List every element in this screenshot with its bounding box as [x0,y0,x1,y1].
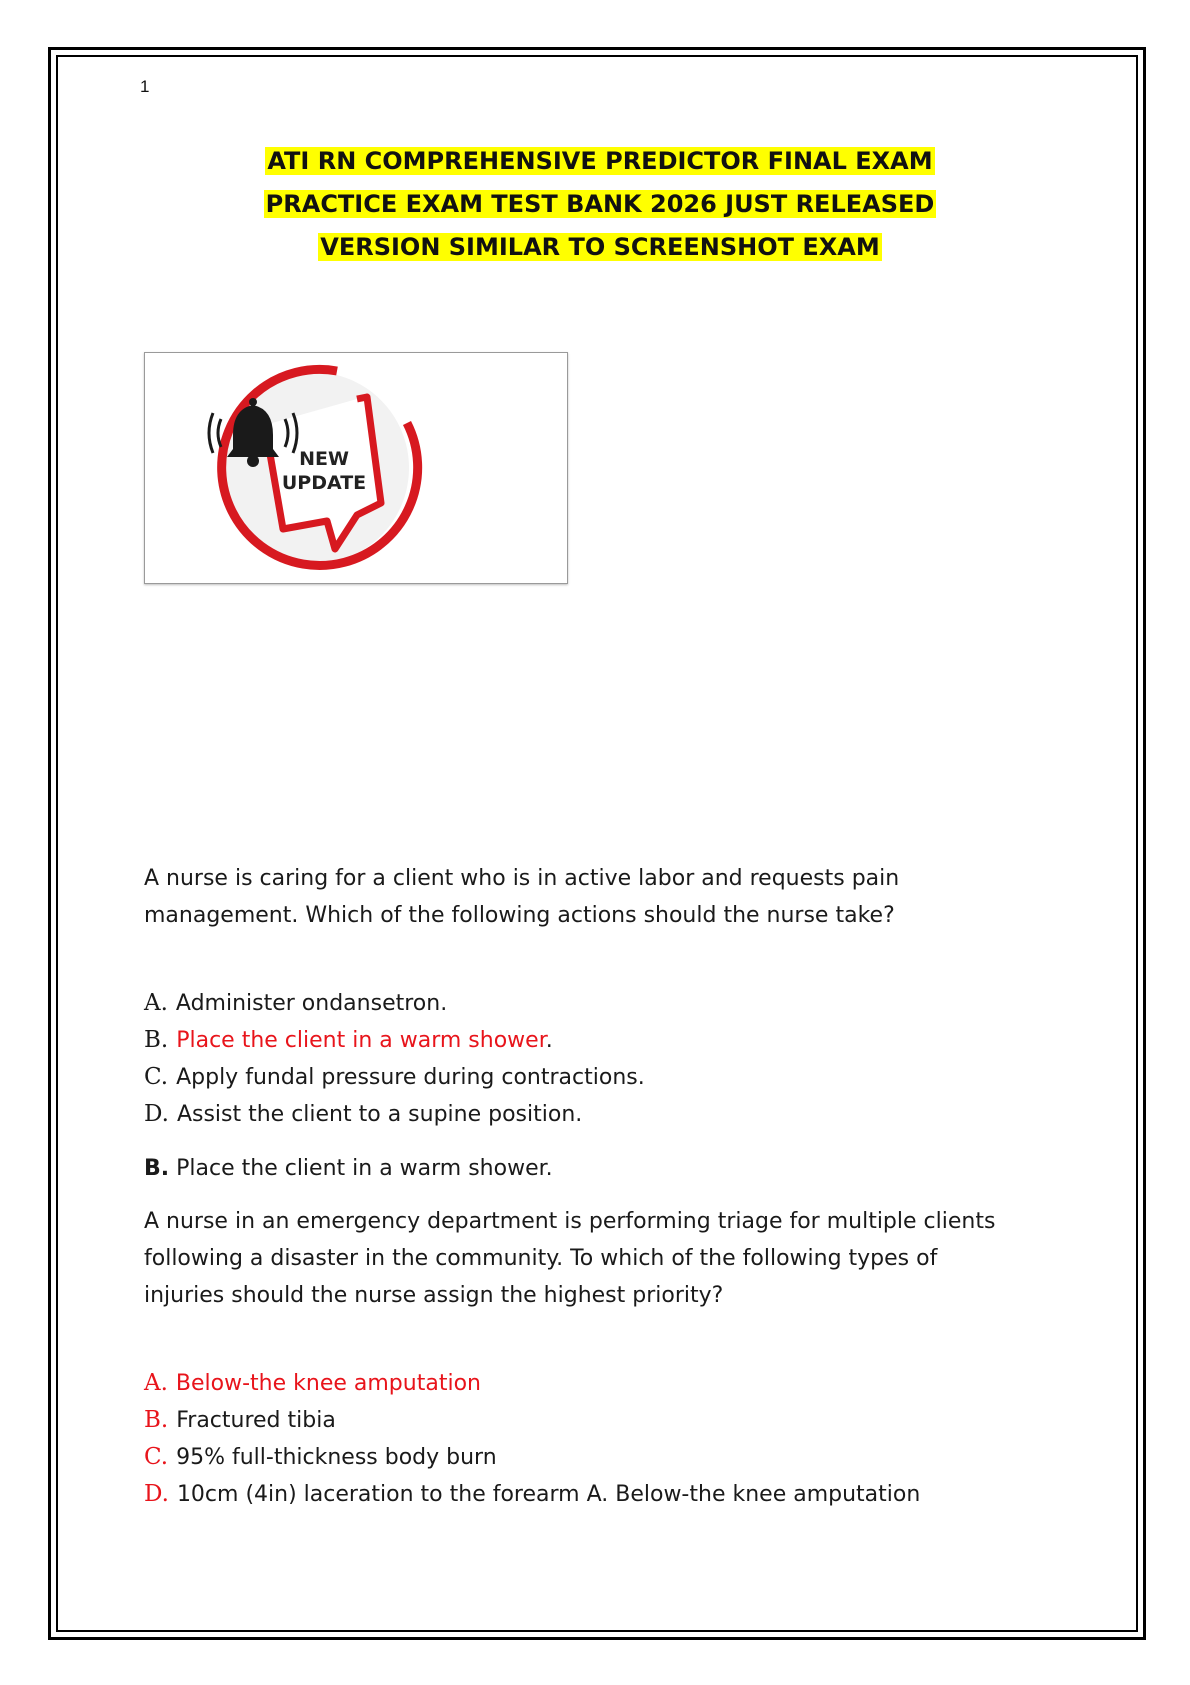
question-1-stem-line-1: A nurse is caring for a client who is in active labor and requests pain [144,866,900,891]
option-trailing-period: . [545,1028,553,1053]
question-2-stem-line-3: injuries should the nurse assign the highest priority? [144,1283,724,1308]
badge-line-2: UPDATE [281,472,367,494]
question-2-stem-line-1: A nurse in an emergency department is performing triage for multiple clients [144,1209,996,1234]
question-2-stem [144,1203,1044,1314]
option-letter: D. [144,1481,169,1507]
question-2-option-b [144,1402,336,1439]
option-text: Fractured tibia [176,1408,336,1433]
question-1-stem-line-2: management. Which of the following actions should the nurse take? [144,903,895,928]
question-1-answer [144,1150,553,1187]
option-letter: A. [144,1370,168,1396]
option-text: Apply fundal pressure during contractions. [176,1065,645,1090]
question-2-stem-line-2: following a disaster in the community. To which of the following types of [144,1246,938,1271]
option-text-correct: Place the client in a warm shower [176,1028,546,1053]
question-2-option-a [144,1365,481,1402]
title-line-2: PRACTICE EXAM TEST BANK 2026 JUST RELEASED [265,190,935,218]
question-1-option-a [144,985,447,1022]
option-letter: B. [144,1407,169,1433]
question-1-stem [144,860,1044,934]
title-line-1: ATI RN COMPREHENSIVE PREDICTOR FINAL EXAM [267,147,933,175]
new-update-label [269,447,379,495]
option-text: Assist the client to a supine position. [176,1102,583,1127]
answer-text: Place the client in a warm shower. [176,1156,553,1181]
page-number: 1 [140,77,150,96]
question-1-option-d [144,1096,582,1133]
option-letter: A. [144,990,168,1016]
option-letter: D. [144,1101,169,1127]
question-2-option-c [144,1439,497,1476]
option-text: 95% full-thickness body burn [176,1445,497,1470]
title-line-3: VERSION SIMILAR TO SCREENSHOT EXAM [320,233,880,261]
option-letter: C. [144,1444,169,1470]
new-update-image [144,352,568,584]
option-letter: C. [144,1064,169,1090]
question-1-option-c [144,1059,645,1096]
question-1-option-b [144,1022,553,1059]
option-text: Administer ondansetron. [175,991,448,1016]
option-text-correct: Below-the knee amputation [175,1371,481,1396]
answer-letter: B. [144,1156,170,1181]
question-2-option-d [144,1476,920,1513]
option-text: 10cm (4in) laceration to the forearm A. Below-the knee amputation [176,1482,921,1507]
option-letter: B. [144,1027,169,1053]
page-title [150,140,1050,269]
badge-line-1: NEW [299,448,349,470]
